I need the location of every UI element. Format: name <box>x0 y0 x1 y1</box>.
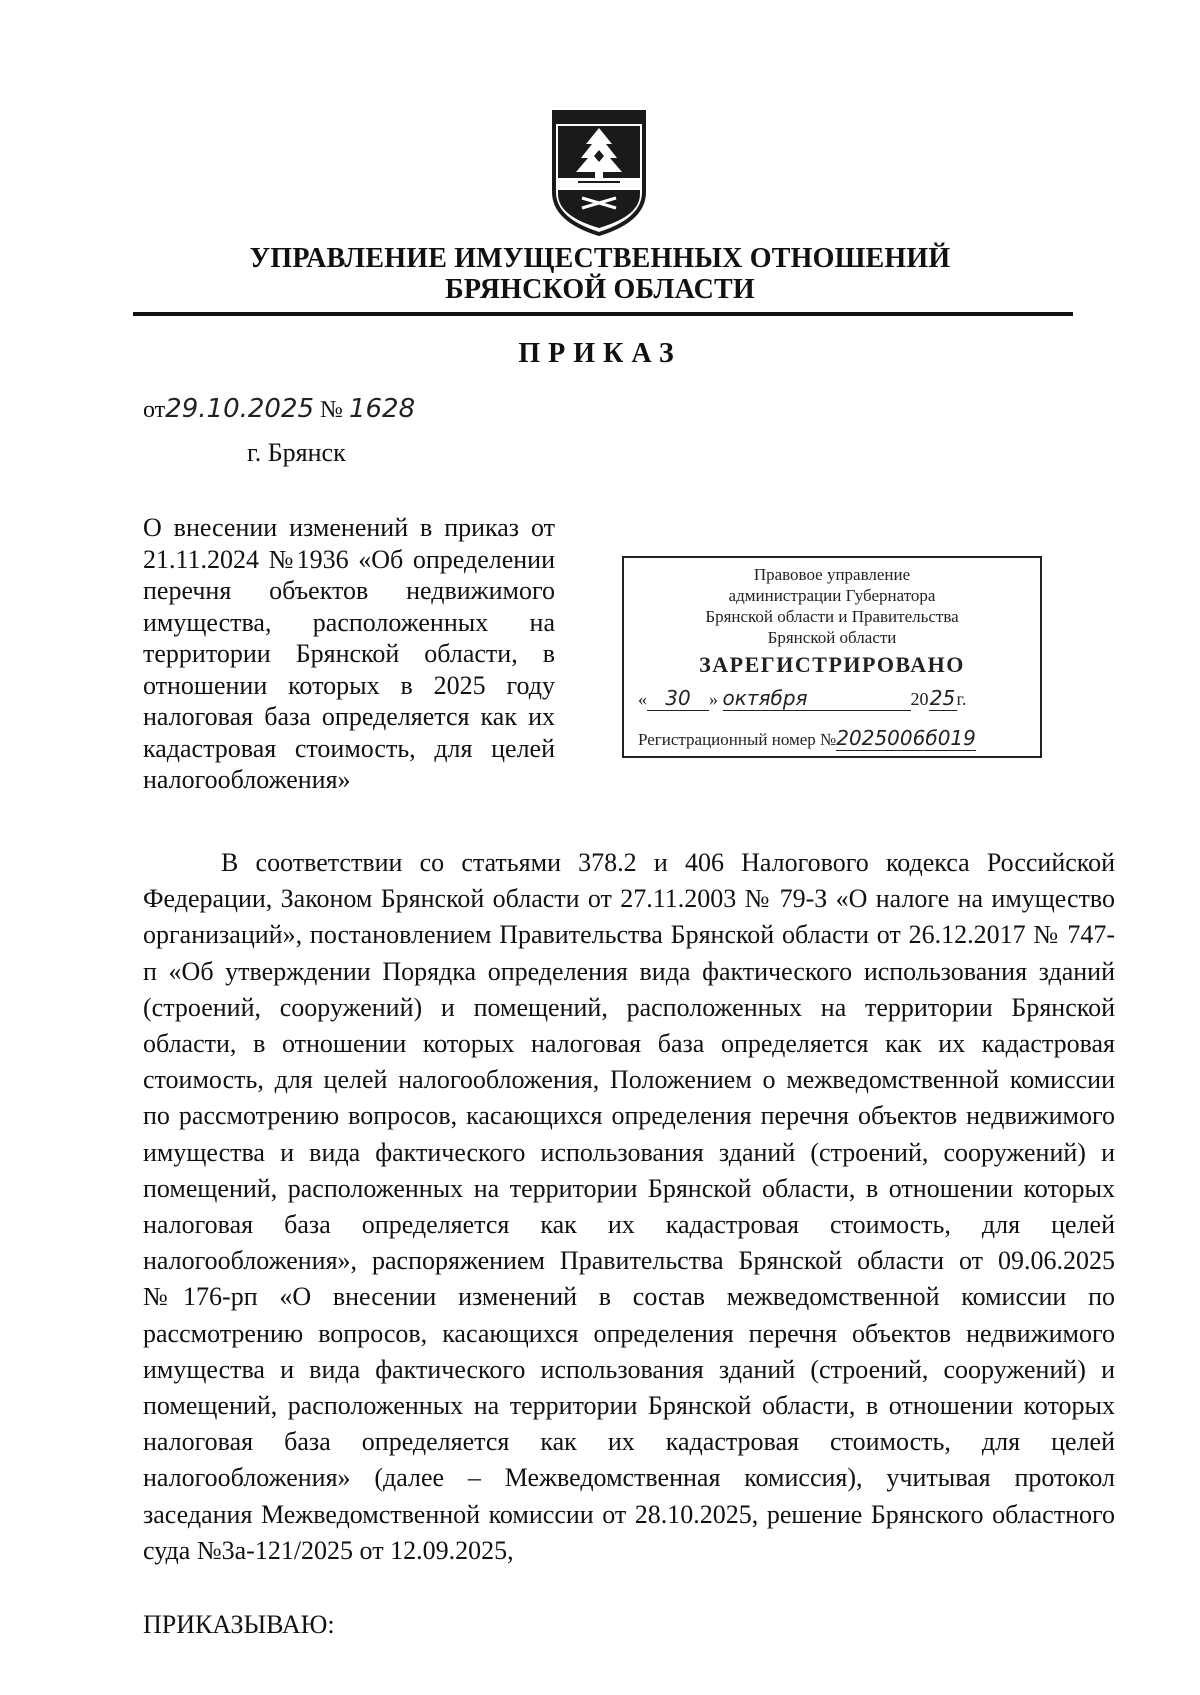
stamp-line-2: администрации Губернатора <box>728 586 936 605</box>
stamp-registration-number-line <box>638 726 1038 750</box>
stamp-line-3: Брянской области и Правительства <box>705 607 959 626</box>
stamp-year-suffix: 25 <box>929 686 956 710</box>
stamp-line-4: Брянской области <box>767 628 897 647</box>
header-divider <box>133 312 1073 316</box>
stamp-year-unit: г. <box>956 689 967 709</box>
stamp-date-line <box>638 686 1030 711</box>
stamp-year-prefix: 20 <box>910 689 929 709</box>
stamp-registered-label: ЗАРЕГИСТРИРОВАНО <box>699 652 965 677</box>
date-number-line <box>143 394 415 424</box>
order-body-paragraph: В соответствии со статьями 378.2 и 406 Налогового кодекса Российской Федерации, Законом Брянской области от 27.11.2003 № 79-З «О налоге на имущество организаций», постановлением Правительства Брянской области от 26.12.2017 № 747-п «Об утверждении Порядка определения вида фактического использования зданий (строений, сооружений) и помещений, расположенных на территории Брянской области, в отношении которых налоговая база определяется как их кадастровая стоимость, для целей налогообложения, Положением о межведомственной комиссии по рассмотрению вопросов, касающихся определения перечня объектов недвижимого имущества и вида фактического использования зданий (строений, сооружений) и помещений, расположенных на территории Брянской области, в отношении которых налоговая база определяется как их кадастровая стоимость, для целей налогообложения», распоряжением Правительства Брянской области от 09.06.2025 №176-рп «О внесении изменений в состав межведомственной комиссии по рассмотрению вопросов, касающихся определения перечня объектов недвижимого имущества и вида фактического использования зданий (строений, сооружений) и помещений, расположенных на территории Брянской области, в отношении которых налоговая база определяется как их кадастровая стоимость, для целей налогообложения» (далее – Межведомственная комиссия), учитывая протокол заседания Межведомственной комиссии от 28.10.2025, решение Брянского областного суда №3а-121/2025 от 12.09.2025, <box>143 848 1115 1565</box>
city-name: г. Брянск <box>247 438 346 467</box>
stamp-line-1: Правовое управление <box>753 565 911 584</box>
bryansk-coat-of-arms-icon <box>548 108 650 236</box>
stamp-reg-label: Регистрационный номер № <box>638 730 837 749</box>
stamp-month: октября <box>723 686 911 711</box>
number-prefix: № <box>320 397 343 423</box>
order-command: ПРИКАЗЫВАЮ: <box>143 1610 335 1639</box>
handwritten-number: 1628 <box>348 394 416 424</box>
stamp-day: 30 <box>647 686 709 711</box>
handwritten-date: 29.10.2025 <box>165 394 315 424</box>
document-type-title: ПРИКАЗ <box>518 338 682 369</box>
date-prefix: от <box>143 397 166 423</box>
stamp-reg-number: 2025006б019 <box>836 726 976 750</box>
registration-stamp <box>622 556 1042 758</box>
stamp-close-quote: » <box>709 689 718 709</box>
stamp-open-quote: « <box>638 689 647 709</box>
organization-title-line-1: УПРАВЛЕНИЕ ИМУЩЕСТВЕННЫХ ОТНОШЕНИЙ <box>249 243 951 274</box>
order-subject: О внесении изменений в приказ от 21.11.2024 №1936 «Об определении перечня объектов недвижимого имущества, расположенных на территории Брянской области, в отношении которых в 2025 году налоговая база определяется как их кадастровая стоимость, для целей налогообложения» <box>143 513 555 794</box>
organization-title-line-2: БРЯНСКОЙ ОБЛАСТИ <box>445 274 755 305</box>
